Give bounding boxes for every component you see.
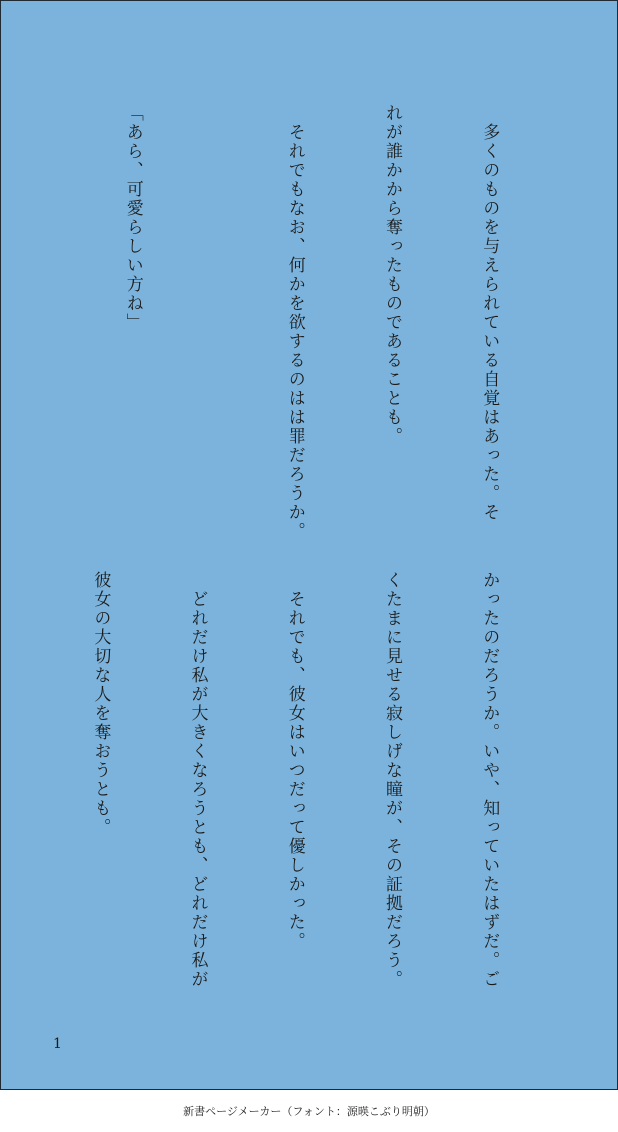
text-line: れが誰かから奪ったものであることも。 [381,104,402,446]
text-line: どれだけ私が大きくなろうとも、どれだけ私が [187,571,208,989]
text-line: それでもなお、何かを欲するのはは罪だろうか。 [284,104,305,541]
text-block-top [0,104,570,541]
footer-caption: 新書ページメーカー（フォント：源暎こぶり明朝） [183,1105,435,1118]
text-line: くたまに見せる寂しげな瞳が、その証拠だろう。 [381,571,402,989]
text-line: かったのだろうか。いや、知っていたはずだ。ご [479,571,500,989]
text-line: 多くのものを与えられている自覚はあった。そ [479,104,500,522]
text-line: 「あら、可愛らしい方ね」 [122,104,143,332]
text-block-bottom [0,571,570,1001]
text-line: それでも、彼女はいつだって優しかった。 [284,571,305,951]
page-number: 1 [53,1036,62,1052]
text-line: 彼女の大切な人を奪おうとも。 [90,571,111,837]
